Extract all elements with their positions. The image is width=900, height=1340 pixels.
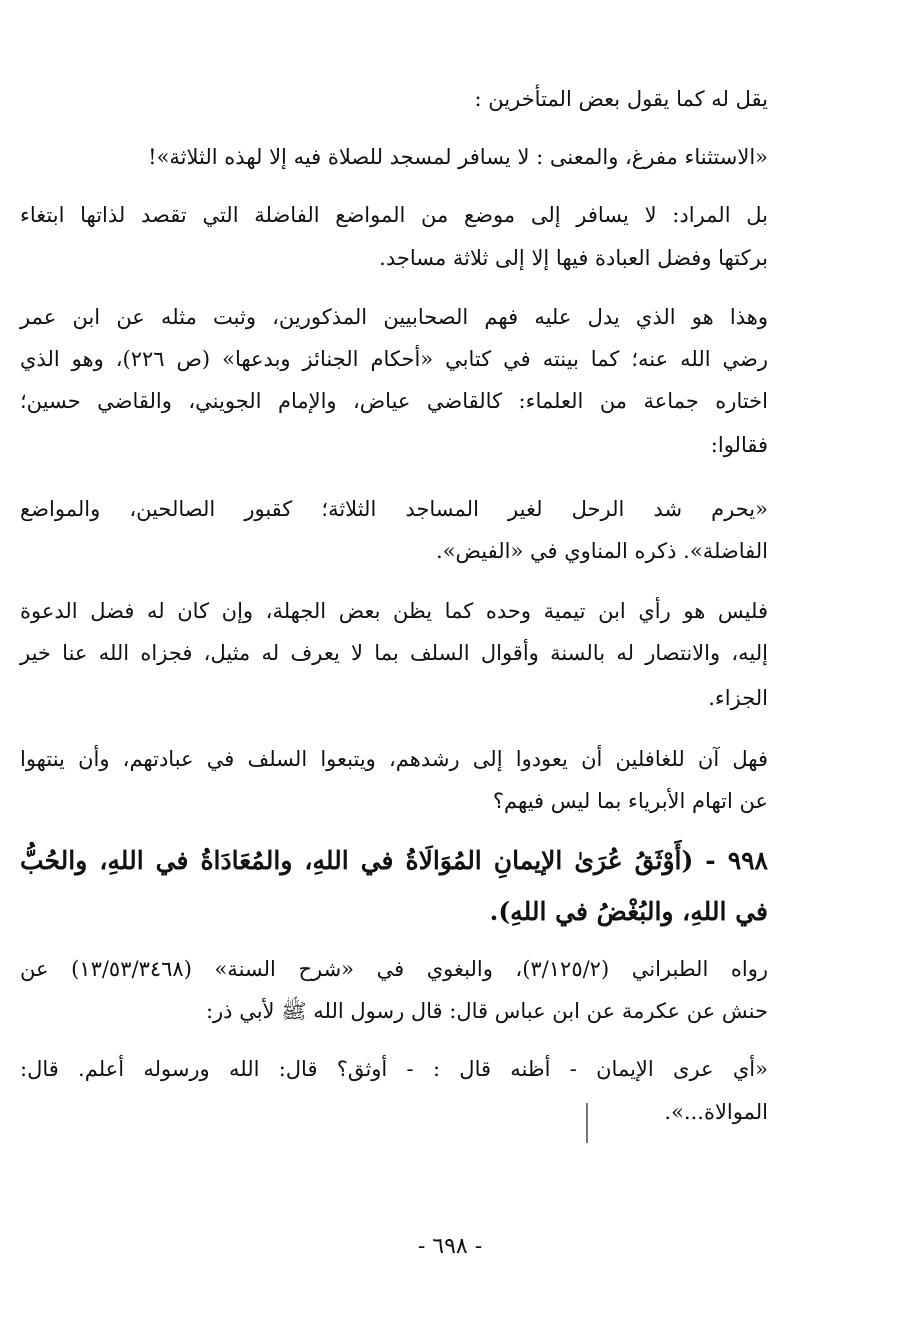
- text-line-20: «أي عرى الإيمان - أظنه قال : - أوثق؟ قال: الله ورسوله أعلم. قال:: [20, 1057, 768, 1081]
- text-line-10: الفاضلة». ذكره المناوي في «الفيض».: [436, 539, 768, 563]
- text-line-18: رواه الطبراني (٣/١٢٥/٢)، والبغوي في «شرح السنة» (١٣/٥٣/٣٤٦٨) عن: [20, 957, 768, 981]
- text-line-1: يقل له كما يقول بعض المتأخرين :: [474, 87, 768, 111]
- vertical-rule: [586, 1103, 588, 1143]
- text-line-3: بل المراد: لا يسافر إلى موضع من المواضع الفاضلة التي تقصد لذاتها ابتغاء: [20, 203, 768, 227]
- text-line-15: عن اتهام الأبرياء بما ليس فيهم؟: [492, 789, 768, 813]
- text-line-14: فهل آن للغافلين أن يعودوا إلى رشدهم، ويتبعوا السلف في عبادتهم، وأن ينتهوا: [20, 747, 768, 771]
- text-line-7: اختاره جماعة من العلماء: كالقاضي عياض، والإمام الجويني، والقاضي حسين؛: [20, 389, 768, 413]
- text-line-19: حنش عن عكرمة عن ابن عباس قال: قال رسول الله ﷺ لأبي ذر:: [205, 999, 768, 1023]
- text-line-12: إليه، والانتصار له بالسنة وأقوال السلف بما لا يعرف له مثيل، فجزاه الله عنا خير: [20, 641, 768, 665]
- text-line-11: فليس هو رأي ابن تيمية وحده كما يظن بعض الجهلة، وإن كان له فضل الدعوة: [20, 599, 768, 623]
- text-line-2: «الاستثناء مفرغ، والمعنى : لا يسافر لمسجد للصلاة فيه إلا لهذه الثلاثة»!: [148, 145, 768, 169]
- text-line-13: الجزاء.: [708, 686, 768, 710]
- page-number: - ٦٩٨ -: [417, 1234, 483, 1259]
- text-line-8: فقالوا:: [710, 433, 768, 457]
- hadith-heading-line-2: في اللهِ، والبُغْضُ في اللهِ).: [489, 897, 768, 926]
- text-line-4: بركتها وفضل العبادة فيها إلا إلى ثلاثة مساجد.: [379, 246, 768, 270]
- text-line-5: وهذا هو الذي يدل عليه فهم الصحابيين المذكورين، وثبت مثله عن ابن عمر: [20, 305, 768, 329]
- hadith-heading-line-1: ٩٩٨ - (أَوْثَقُ عُرَىٰ الإيمانِ المُوَالَاةُ في اللهِ، والمُعَادَاةُ في اللهِ، والحُبُّ: [20, 846, 768, 875]
- text-line-6: رضي الله عنه؛ كما بينته في كتابي «أحكام الجنائز وبدعها» (ص ٢٢٦)، وهو الذي: [20, 347, 769, 371]
- text-line-9: «يحرم شد الرحل لغير المساجد الثلاثة؛ كقبور الصالحين، والمواضع: [20, 497, 768, 521]
- text-line-21: الموالاة...».: [664, 1100, 768, 1124]
